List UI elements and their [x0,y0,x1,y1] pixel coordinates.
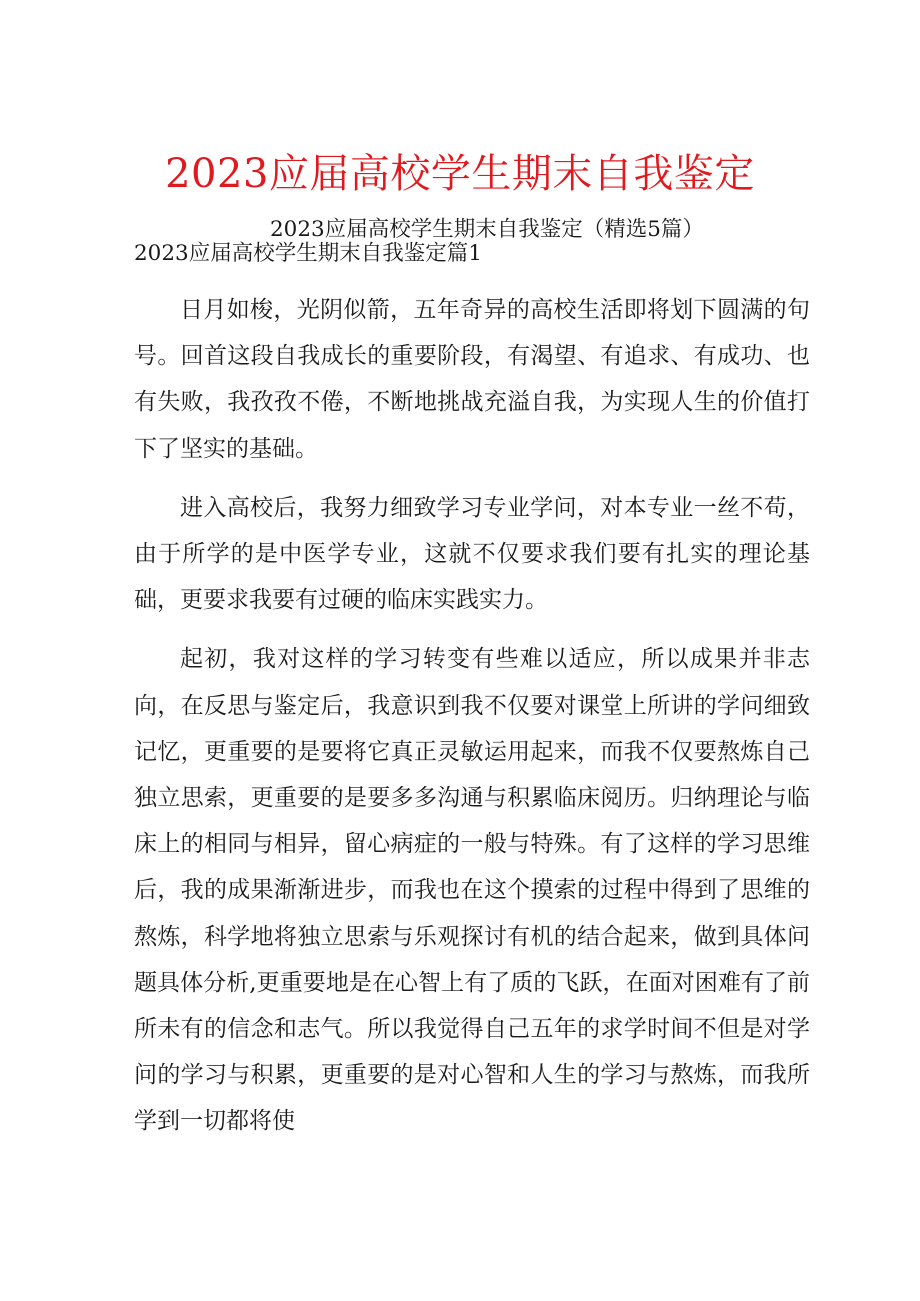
paragraph-2: 进入高校后，我努力细致学习专业学问，对本专业一丝不苟，由于所学的是中医学专业，这就不仅要求我们要有扎实的理论基础，更要求我要有过硬的临床实践实力。 [134,494,810,614]
paragraph-3: 起初，我对这样的学习转变有些难以适应，所以成果并非志向，在反思与鉴定后，我意识到我不仅要对课堂上所讲的学问细致记忆，更重要的是要将它真正灵敏运用起来，而我不仅要熬炼自己独立思索，更重要的是要多多沟通与积累临床阅历。归纳理论与临床上的相同与相异，留心病症的一般与特殊。有了这样的学习思维后，我的成果渐渐进步，而我也在这个摸索的过程中得到了思维的熬炼，科学地将独立思索与乐观探讨有机的结合起来，做到具体问题具体分析,更重要地是在心智上有了质的飞跃，在面对困难有了前所未有的信念和志气。所以我觉得自己五年的求学时间不但是对学问的学习与积累，更重要的是对心智和人生的学习与熬炼，而我所学到一切都将使 [134,646,810,1135]
paragraph-1: 日月如梭，光阴似箭，五年奇异的高校生活即将划下圆满的句号。回首这段自我成长的重要阶段，有渴望、有追求、有成功、也有失败，我孜孜不倦，不断地挑战充溢自我，为实现人生的价值打下了坚实的基础。 [134,297,810,462]
document-body [134,287,810,1158]
section-heading: 2023应届高校学生期末自我鉴定篇1 [134,241,482,266]
document-subtitle: 2023应届高校学生期末自我鉴定（精选5篇） [270,217,704,242]
document-title: 2023应届高校学生期末自我鉴定 [165,151,755,197]
